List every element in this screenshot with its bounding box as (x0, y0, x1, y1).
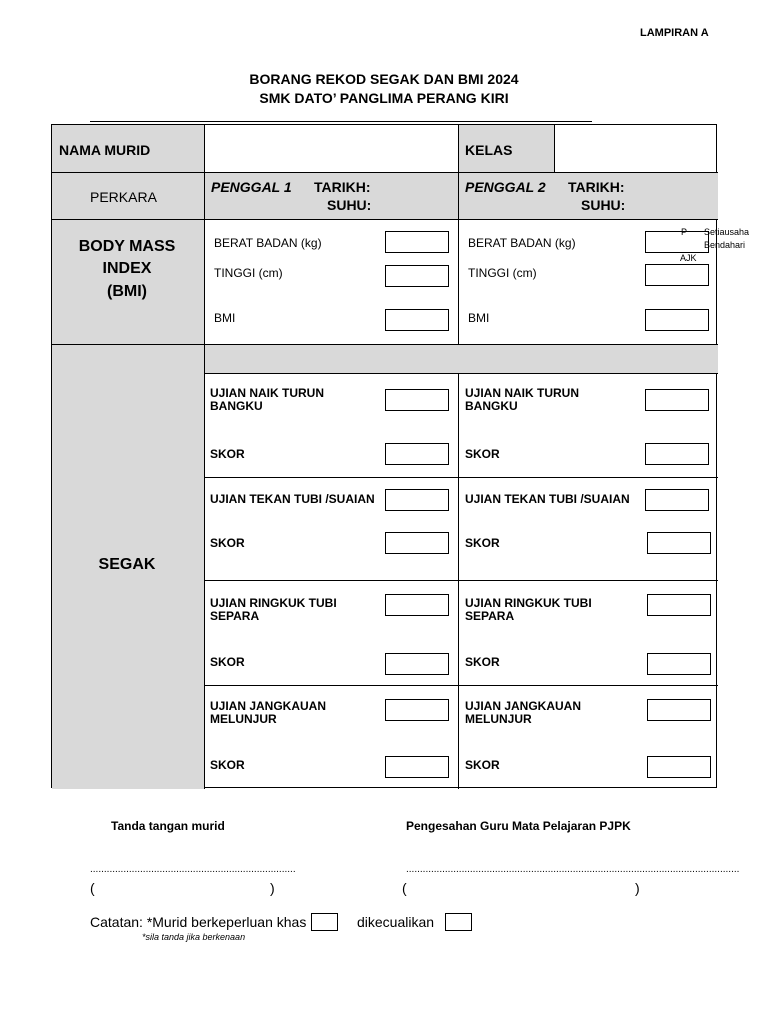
term1-test3-line1: UJIAN RINGKUK TUBI (210, 596, 337, 610)
term2-weight-label: BERAT BADAN (kg) (468, 236, 576, 250)
term2-test1-box[interactable] (645, 389, 709, 411)
row-line-5 (204, 477, 718, 478)
term1-test1-label (210, 387, 324, 413)
teacher-paren-close: ) (635, 880, 640, 896)
term2-test1-line1: UJIAN NAIK TURUN (465, 386, 579, 400)
term2-test2-label: UJIAN TEKAN TUBI /SUAIAN (465, 492, 630, 506)
teacher-signature-line[interactable]: ........................................................................................................................ (406, 864, 740, 875)
note-exempt: dikecualikan (357, 914, 435, 930)
term2-test4-score-box[interactable] (647, 756, 711, 778)
term2-height-label: TINGGI (cm) (468, 266, 537, 280)
student-paren-close: ) (270, 880, 275, 896)
term1-test3-line2: SEPARA (210, 609, 260, 623)
bmi-title-line2: INDEX (102, 260, 152, 277)
term1-test3-score-box[interactable] (385, 653, 449, 675)
term1-test4-line2: MELUNJUR (210, 712, 277, 726)
row-line-7 (204, 685, 718, 686)
segak-title: SEGAK (98, 556, 156, 573)
col-divider-2-bottom (458, 373, 459, 789)
term1-date-label: TARIKH: (314, 179, 371, 195)
col-divider-2-top (458, 125, 459, 345)
title-underline (90, 121, 592, 122)
term1-weight-label: BERAT BADAN (kg) (214, 236, 322, 250)
term2-test4-score-label: SKOR (465, 758, 500, 772)
row-line-1 (52, 172, 718, 173)
side-note-bendahari: Bendahari (704, 240, 746, 250)
term1-height-box[interactable] (385, 265, 449, 287)
bmi-title-line3: (BMI) (107, 283, 147, 300)
term2-test3-line1: UJIAN RINGKUK TUBI (465, 596, 592, 610)
term2-weight-box[interactable] (645, 231, 709, 253)
term2-test3-score-label: SKOR (465, 655, 500, 669)
student-signature-label: Tanda tangan murid (111, 819, 225, 833)
term1-test2-score-label: SKOR (210, 536, 245, 550)
side-note-ajk: AJK (680, 253, 697, 263)
term2-bmi-box[interactable] (645, 309, 709, 331)
lampiran-label: LAMPIRAN A (640, 27, 709, 39)
term1-test3-box[interactable] (385, 594, 449, 616)
term1-test4-score-label: SKOR (210, 758, 245, 772)
side-note-p: P (681, 227, 688, 237)
term1-test4-score-box[interactable] (385, 756, 449, 778)
row-line-6 (204, 580, 718, 581)
term1-test3-label (210, 597, 337, 623)
term1-test4-line1: UJIAN JANGKAUAN (210, 699, 327, 713)
perkara-label: PERKARA (90, 189, 157, 205)
class-label: KELAS (465, 142, 513, 158)
term2-test4-line1: UJIAN JANGKAUAN (465, 699, 582, 713)
form-title: BORANG REKOD SEGAK DAN BMI 2024 (249, 71, 519, 87)
school-name: SMK DATO’ PANGLIMA PERANG KIRI (259, 90, 509, 106)
student-signature-line[interactable]: .......................................................................... (90, 864, 296, 875)
term1-bmi-label: BMI (214, 311, 236, 325)
term1-test1-line1: UJIAN NAIK TURUN (210, 386, 324, 400)
teacher-paren-open: ( (402, 880, 407, 896)
term2-test3-label (465, 597, 592, 623)
term1-test1-line2: BANGKU (210, 399, 263, 413)
term2-test1-score-box[interactable] (645, 443, 709, 465)
term2-test2-score-label: SKOR (465, 536, 500, 550)
term1-test1-score-box[interactable] (385, 443, 449, 465)
term2-test3-score-box[interactable] (647, 653, 711, 675)
term2-test1-label (465, 387, 579, 413)
term1-test2-box[interactable] (385, 489, 449, 511)
term1-title: PENGGAL 1 (211, 179, 292, 195)
term1-weight-box[interactable] (385, 231, 449, 253)
name-label: NAMA MURID (59, 142, 151, 158)
term2-height-box[interactable] (645, 264, 709, 286)
exempt-checkbox[interactable] (445, 913, 472, 931)
bmi-title-line1: BODY MASS (78, 238, 176, 255)
row-line-3 (52, 344, 718, 345)
special-needs-checkbox[interactable] (311, 913, 338, 931)
term2-test4-line2: MELUNJUR (465, 712, 532, 726)
note-instruction: *sila tanda jika berkenaan (142, 932, 246, 942)
col-divider-1 (204, 125, 205, 789)
record-table (51, 124, 717, 788)
row-line-2 (52, 219, 718, 220)
term2-date-label: TARIKH: (568, 179, 625, 195)
term2-test2-box[interactable] (645, 489, 709, 511)
term2-test3-line2: SEPARA (465, 609, 515, 623)
teacher-verification-label: Pengesahan Guru Mata Pelajaran PJPK (406, 819, 631, 833)
term2-test2-score-box[interactable] (647, 532, 711, 554)
row-line-4 (204, 373, 718, 374)
term2-test1-line2: BANGKU (465, 399, 518, 413)
term1-test1-score-label: SKOR (210, 447, 245, 461)
term2-test3-box[interactable] (647, 594, 711, 616)
term2-bmi-label: BMI (468, 311, 490, 325)
term1-temp-label: SUHU: (327, 197, 372, 213)
term2-test4-label (465, 700, 581, 726)
side-note-setiausaha: Setiausaha (704, 227, 750, 237)
term2-test1-score-label: SKOR (465, 447, 500, 461)
segak-header-band (204, 344, 718, 373)
student-paren-open: ( (90, 880, 95, 896)
term2-temp-label: SUHU: (581, 197, 626, 213)
term1-test1-box[interactable] (385, 389, 449, 411)
col-divider-class (554, 125, 555, 172)
term1-bmi-box[interactable] (385, 309, 449, 331)
note-special-needs: Catatan: *Murid berkeperluan khas (90, 914, 307, 930)
term1-test2-label: UJIAN TEKAN TUBI /SUAIAN (210, 492, 375, 506)
term2-title: PENGGAL 2 (465, 179, 546, 195)
term2-test4-box[interactable] (647, 699, 711, 721)
term1-test3-score-label: SKOR (210, 655, 245, 669)
term1-height-label: TINGGI (cm) (214, 266, 283, 280)
term1-test2-score-box[interactable] (385, 532, 449, 554)
term1-test4-label (210, 700, 326, 726)
term1-test4-box[interactable] (385, 699, 449, 721)
